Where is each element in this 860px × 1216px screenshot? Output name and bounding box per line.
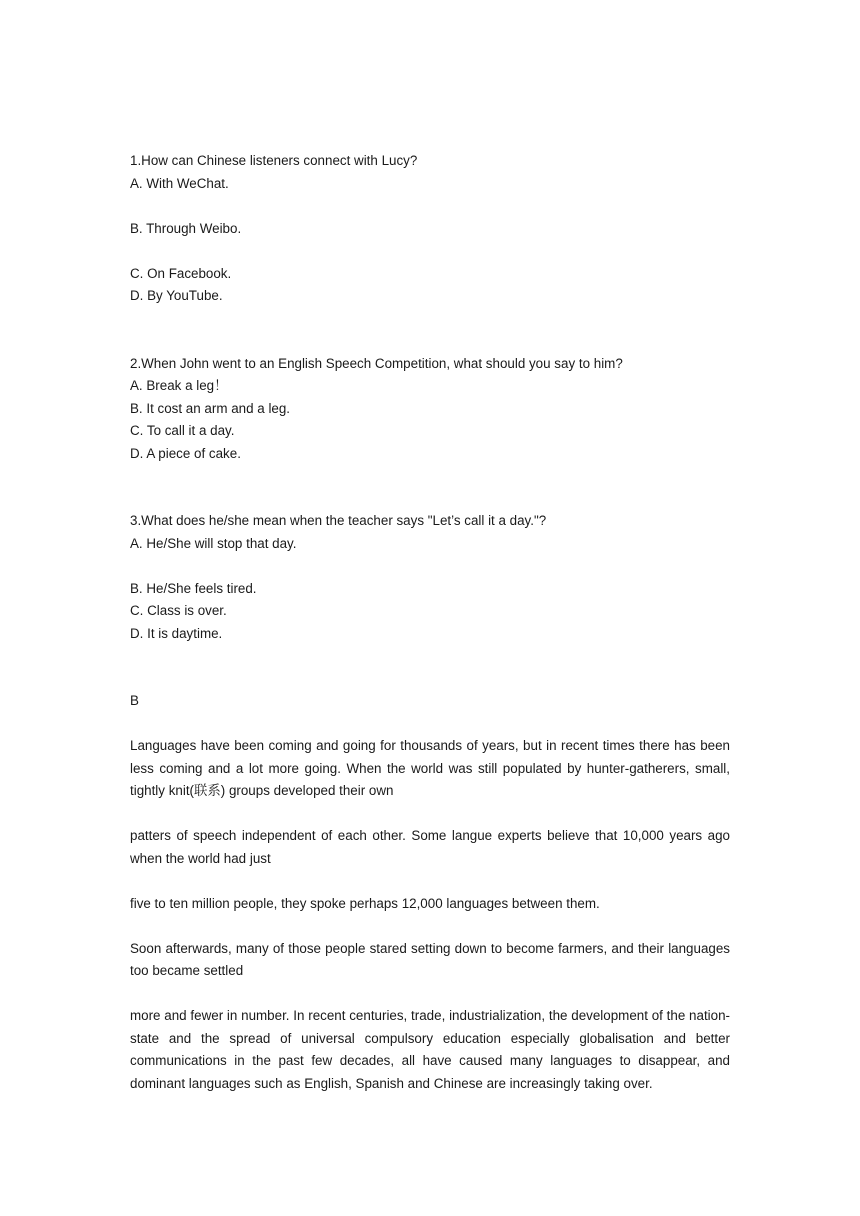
question-1-option-b: B. Through Weibo. — [130, 220, 242, 236]
question-3-option-c: C. Class is over. — [130, 603, 227, 618]
question-2-stem: 2.When John went to an English Speech Competition, what should you say to him? — [130, 355, 623, 371]
question-2-option-a: A. Break a leg！ — [130, 378, 228, 393]
question-3 — [130, 510, 730, 645]
section-b-paragraph-4: Soon afterwards, many of those people stared setting down to become farmers, and their languages too became settled — [130, 940, 730, 978]
question-1-option-c: C. On Facebook. — [130, 265, 232, 281]
question-1-stem: 1.How can Chinese listeners connect with Lucy? — [130, 153, 418, 168]
question-2-option-d: D. A piece of cake. — [130, 445, 241, 461]
question-3-option-d: D. It is daytime. — [130, 625, 223, 641]
question-2-option-c: C. To call it a day. — [130, 423, 235, 438]
section-b-paragraph-2: patters of speech independent of each other. Some langue experts believe that 10,000 years ago when the world had just — [130, 828, 730, 866]
document-page — [130, 150, 730, 1095]
question-2 — [130, 353, 730, 466]
question-1 — [130, 150, 730, 308]
question-1-option-a: A. With WeChat. — [130, 175, 229, 191]
question-3-stem: 3.What does he/she mean when the teacher says "Let’s call it a day."? — [130, 513, 547, 528]
section-b-paragraph-3: five to ten million people, they spoke perhaps 12,000 languages between them. — [130, 895, 600, 911]
section-b-paragraph-1: Languages have been coming and going for thousands of years, but in recent times there has been less coming and a lot more going. When the world was still populated by hunter-gatherers, small, tightly knit(联系) groups developed their own — [130, 738, 730, 798]
question-3-option-b: B. He/She feels tired. — [130, 580, 257, 596]
section-b — [130, 690, 730, 1095]
question-1-option-d: D. By YouTube. — [130, 288, 223, 303]
question-3-option-a: A. He/She will stop that day. — [130, 535, 297, 551]
question-2-option-b: B. It cost an arm and a leg. — [130, 400, 291, 416]
section-b-label: B — [130, 693, 139, 708]
section-b-paragraph-5: more and fewer in number. In recent centuries, trade, industrialization, the development of the nation-state and the spread of universal compulsory education especially globalisation and better communications in the past few decades, all have caused many languages to disappear, and dominant languages such as English, Spanish and Chinese are increasingly taking over. — [130, 1008, 730, 1091]
